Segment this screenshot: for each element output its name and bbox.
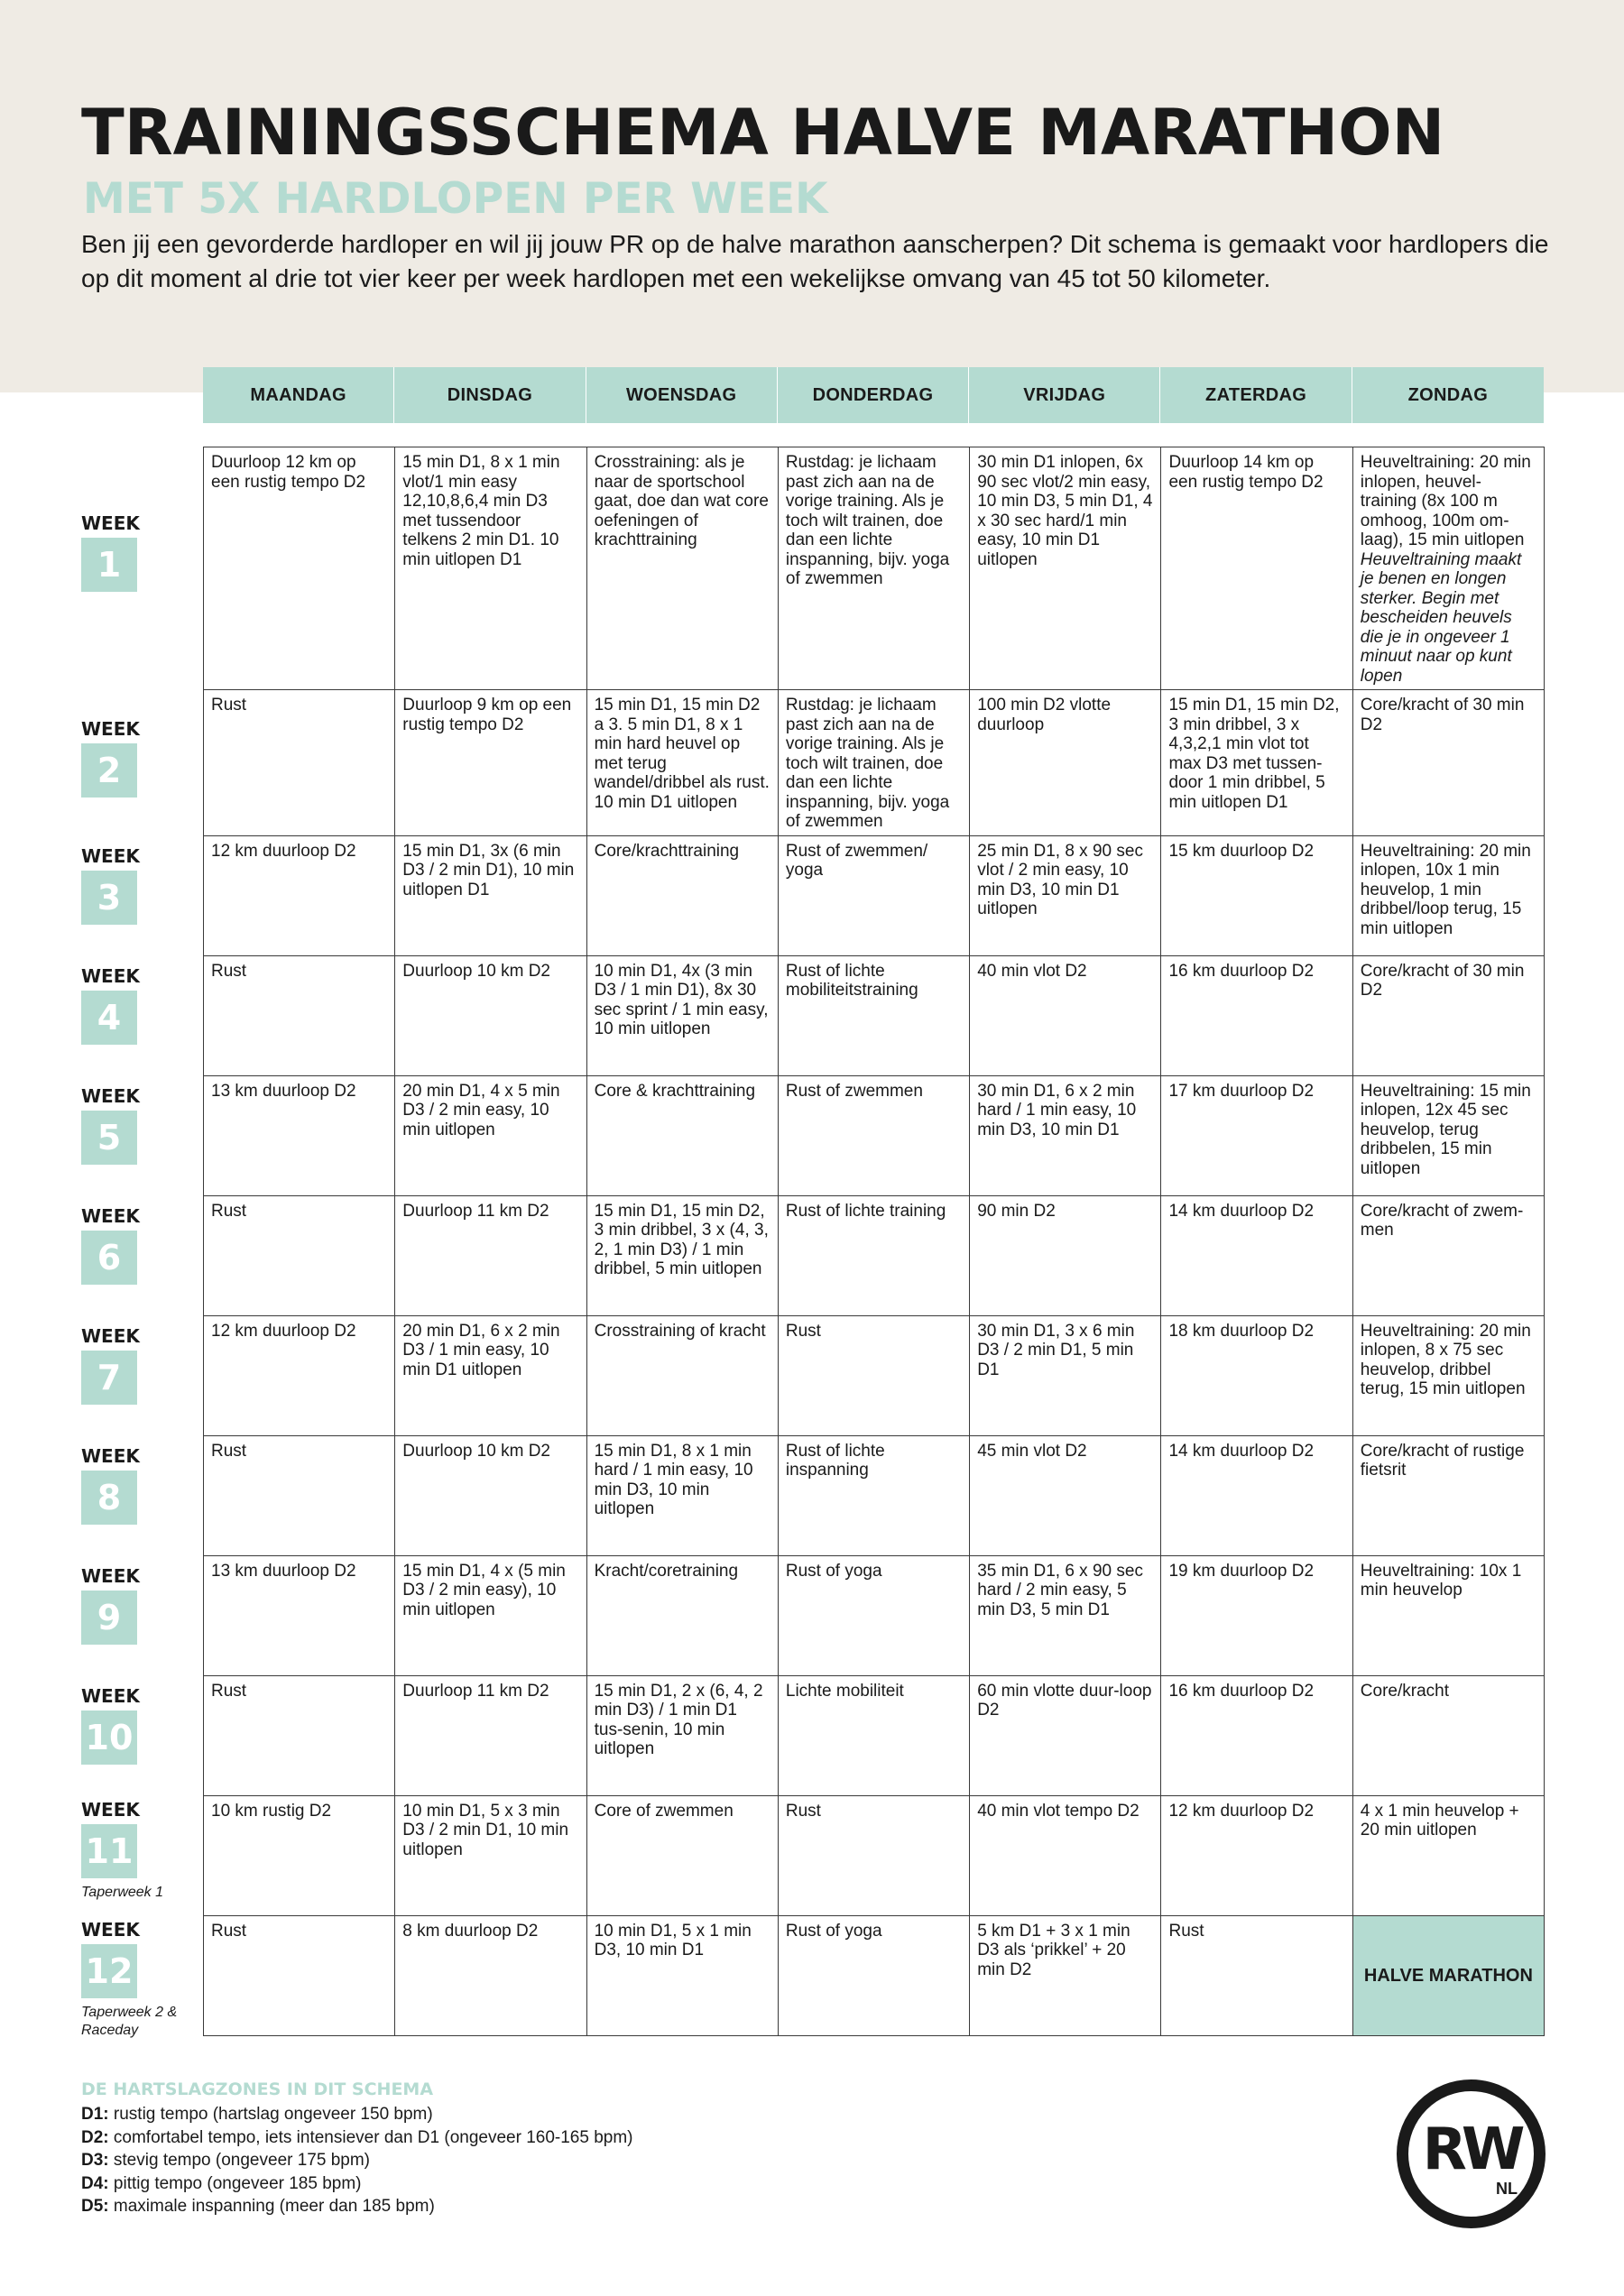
week-row-2 [204, 690, 1545, 836]
cell-week8-dinsdag: Duurloop 10 km D2 [395, 1435, 586, 1555]
week-label-8 [81, 1447, 149, 1525]
week-number-badge: 1 [81, 538, 137, 592]
cell-week12-zaterdag: Rust [1161, 1915, 1352, 2035]
week-row-9 [204, 1555, 1545, 1675]
cell-week8-zondag: Core/kracht of rustige fietsrit [1352, 1435, 1544, 1555]
cell-week5-zondag: Heuveltraining: 15 min inlopen, 12x 45 sec heuvelop, terug dribbelen, 15 min uitlopen [1352, 1075, 1544, 1195]
cell-week4-dinsdag: Duurloop 10 km D2 [395, 955, 586, 1075]
cell-week3-zaterdag: 15 km duurloop D2 [1161, 835, 1352, 955]
cell-week2-vrijdag: 100 min D2 vlotte duurloop [970, 690, 1161, 836]
week-row-5 [204, 1075, 1545, 1195]
cell-week5-donderdag: Rust of zwemmen [778, 1075, 969, 1195]
cell-week9-zondag: Heuveltraining: 10x 1 min heuvelop [1352, 1555, 1544, 1675]
week-number-badge: 4 [81, 991, 137, 1045]
zone-code: D2: [81, 2127, 109, 2147]
cell-week12-woensdag: 10 min D1, 5 x 1 min D3, 10 min D1 [586, 1915, 778, 2035]
cell-week11-dinsdag: 10 min D1, 5 x 3 min D3 / 2 min D1, 10 min uitlopen [395, 1795, 586, 1915]
cell-week3-dinsdag: 15 min D1, 3x (6 min D3 / 2 min D1), 10 min uitlopen D1 [395, 835, 586, 955]
week-word: WEEK [81, 1685, 140, 1707]
week-row-11 [204, 1795, 1545, 1915]
taper-label: Taperweek 1 [81, 1885, 164, 1900]
cell-week3-donderdag: Rust of zwemmen/ yoga [778, 835, 969, 955]
cell-week2-zaterdag: 15 min D1, 15 min D2, 3 min dribbel, 3 x 4,3,2,1 min vlot tot max D3 met tussen-door 1 min dribbel, 5 min uitlopen D1 [1161, 690, 1352, 836]
cell-week4-woensdag: 10 min D1, 4x (3 min D3 / 1 min D1), 8x 30 sec sprint / 1 min easy, 10 min uitlopen [586, 955, 778, 1075]
week-word: WEEK [81, 1565, 140, 1587]
cell-week9-dinsdag: 15 min D1, 4 x (5 min D3 / 2 min easy), 10 min uitlopen [395, 1555, 586, 1675]
week-label-9 [81, 1567, 149, 1645]
cell-week11-donderdag: Rust [778, 1795, 969, 1915]
cell-week3-vrijdag: 25 min D1, 8 x 90 sec vlot / 2 min easy, 10 min D3, 10 min D1 uitlopen [970, 835, 1161, 955]
cell-week2-donderdag: Rustdag: je lichaam past zich aan na de vorige training. Als je toch wilt trainen, doe dan een lichte inspanning, bijv. yoga of zwemmen [778, 690, 969, 836]
cell-week6-zondag: Core/kracht of zwem-men [1352, 1195, 1544, 1315]
week-word: WEEK [81, 845, 140, 867]
cell-week11-maandag: 10 km rustig D2 [204, 1795, 395, 1915]
week-number-badge: 3 [81, 871, 137, 925]
cell-week12-maandag: Rust [204, 1915, 395, 2035]
cell-week7-woensdag: Crosstraining of kracht [586, 1315, 778, 1435]
day-header-donderdag: DONDERDAG [778, 367, 969, 423]
cell-week7-donderdag: Rust [778, 1315, 969, 1435]
week-number-badge: 9 [81, 1591, 137, 1645]
cell-week8-donderdag: Rust of lichte inspanning [778, 1435, 969, 1555]
week-label-3 [81, 847, 149, 925]
week-label-7 [81, 1327, 149, 1405]
cell-week12-dinsdag: 8 km duurloop D2 [395, 1915, 586, 2035]
zone-item [81, 2195, 633, 2218]
cell-week1-zondag: Heuveltraining: 20 min inlopen, heuvel-training (8x 100 m omhoog, 100m om-laag), 15 min uitlopen Heuveltraining maakt je benen en longen sterker. Begin met bescheiden heuvels die je in ongeveer 1 minuut naar op kunt lopen [1352, 447, 1544, 690]
week-label-4 [81, 967, 149, 1045]
zone-text: comfortabel tempo, iets intensiever dan D1 (ongeveer 160-165 bpm) [108, 2127, 633, 2147]
cell-week7-maandag: 12 km duurloop D2 [204, 1315, 395, 1435]
page-title: TRAININGSSCHEMA HALVE MARATHON [81, 96, 1445, 170]
cell-week4-vrijdag: 40 min vlot D2 [970, 955, 1161, 1075]
cell-week8-woensdag: 15 min D1, 8 x 1 min hard / 1 min easy, 10 min D3, 10 min uitlopen [586, 1435, 778, 1555]
cell-week7-zaterdag: 18 km duurloop D2 [1161, 1315, 1352, 1435]
week-word: WEEK [81, 1085, 140, 1107]
cell-week10-maandag: Rust [204, 1675, 395, 1795]
cell-week9-vrijdag: 35 min D1, 6 x 90 sec hard / 2 min easy, 5 min D3, 5 min D1 [970, 1555, 1161, 1675]
day-header-zondag: ZONDAG [1407, 384, 1489, 405]
day-header-vrijdag: VRIJDAG [969, 367, 1160, 423]
week-number-badge: 12 [81, 1944, 137, 1998]
cell-week12-vrijdag: 5 km D1 + 3 x 1 min D3 als ‘prikkel’ + 20 min D2 [970, 1915, 1161, 2035]
week-row-1 [204, 447, 1545, 690]
zones-list [81, 2103, 633, 2218]
cell-week1-dinsdag: 15 min D1, 8 x 1 min vlot/1 min easy 12,10,8,6,4 min D3 met tussendoor telkens 2 min D1. 10 min uitlopen D1 [395, 447, 586, 690]
cell-week10-donderdag: Lichte mobiliteit [778, 1675, 969, 1795]
cell-week5-vrijdag: 30 min D1, 6 x 2 min hard / 1 min easy, 10 min D3, 10 min D1 [970, 1075, 1161, 1195]
cell-week8-maandag: Rust [204, 1435, 395, 1555]
cell-week8-vrijdag: 45 min vlot D2 [970, 1435, 1161, 1555]
week-word: WEEK [81, 512, 140, 534]
cell-week3-maandag: 12 km duurloop D2 [204, 835, 395, 955]
zone-item [81, 2103, 633, 2126]
cell-week3-zondag: Heuveltraining: 20 min inlopen, 10x 1 min heuvelop, 1 min dribbel/loop terug, 15 min uitlopen [1352, 835, 1544, 955]
cell-week10-woensdag: 15 min D1, 2 x (6, 4, 2 min D3) / 1 min D1 tus-senin, 10 min uitlopen [586, 1675, 778, 1795]
cell-week7-dinsdag: 20 min D1, 6 x 2 min D3 / 1 min easy, 10 min D1 uitlopen [395, 1315, 586, 1435]
cell-week8-zaterdag: 14 km duurloop D2 [1161, 1435, 1352, 1555]
week-number-badge: 5 [81, 1111, 137, 1165]
week-label-2 [81, 720, 149, 798]
cell-week4-maandag: Rust [204, 955, 395, 1075]
cell-week6-donderdag: Rust of lichte training [778, 1195, 969, 1315]
week-word: WEEK [81, 1919, 140, 1941]
cell-week2-maandag: Rust [204, 690, 395, 836]
cell-week9-maandag: 13 km duurloop D2 [204, 1555, 395, 1675]
week-number-badge: 7 [81, 1351, 137, 1405]
day-header-woensdag: WOENSDAG [586, 367, 778, 423]
page-subtitle: MET 5X HARDLOPEN PER WEEK [83, 174, 828, 224]
zone-code: D5: [81, 2197, 109, 2216]
cell-week12-zondag: HALVE MARATHON [1352, 1915, 1544, 2035]
week-word: WEEK [81, 1445, 140, 1467]
week-number-badge: 2 [81, 743, 137, 798]
cell-week4-zaterdag: 16 km duurloop D2 [1161, 955, 1352, 1075]
week-row-8 [204, 1435, 1545, 1555]
cell-week2-woensdag: 15 min D1, 15 min D2 a 3. 5 min D1, 8 x 1 min hard heuvel op met terug wandel/dribbel als rust. 10 min D1 uitlopen [586, 690, 778, 836]
week-label-11 [81, 1799, 164, 1902]
cell-week9-donderdag: Rust of yoga [778, 1555, 969, 1675]
cell-week7-zondag: Heuveltraining: 20 min inlopen, 8 x 75 sec heuvelop, dribbel terug, 15 min uitlopen [1352, 1315, 1544, 1435]
zone-text: maximale inspanning (meer dan 185 bpm) [108, 2197, 435, 2216]
day-header-row [203, 367, 1544, 423]
week-row-10 [204, 1675, 1545, 1795]
week-word: WEEK [81, 1205, 140, 1227]
week-number-badge: 6 [81, 1231, 137, 1285]
zone-text: rustig tempo (hartslag ongeveer 150 bpm) [108, 2105, 433, 2124]
logo-nl-text: NL [1496, 2180, 1518, 2198]
week-row-3 [204, 835, 1545, 955]
week-row-7 [204, 1315, 1545, 1435]
cell-week1-zaterdag: Duurloop 14 km op een rustig tempo D2 [1161, 447, 1352, 690]
zone-item [81, 2172, 633, 2196]
cell-week11-vrijdag: 40 min vlot tempo D2 [970, 1795, 1161, 1915]
cell-week5-dinsdag: 20 min D1, 4 x 5 min D3 / 2 min easy, 10 min uitlopen [395, 1075, 586, 1195]
week-label-12 [81, 1919, 178, 2040]
cell-week6-dinsdag: Duurloop 11 km D2 [395, 1195, 586, 1315]
day-header-maandag: MAANDAG [203, 367, 394, 423]
cell-week5-zaterdag: 17 km duurloop D2 [1161, 1075, 1352, 1195]
cell-week3-woensdag: Core/krachttraining [586, 835, 778, 955]
cell-week11-zaterdag: 12 km duurloop D2 [1161, 1795, 1352, 1915]
cell-week6-zaterdag: 14 km duurloop D2 [1161, 1195, 1352, 1315]
week-label-1 [81, 514, 149, 592]
week-row-12 [204, 1915, 1545, 2035]
schedule-table [203, 447, 1545, 2036]
intro-text: Ben jij een gevorderde hardloper en wil jij jouw PR op de halve marathon aanscherpen? Dit schema is gemaakt voor hardlopers die op dit moment al drie tot vier keer per week hardlopen met een wekelijkse omvang van 45 tot 50 kilometer. [81, 230, 1549, 292]
week-number-badge: 10 [81, 1710, 137, 1765]
week-word: WEEK [81, 1325, 140, 1347]
zone-code: D4: [81, 2173, 109, 2193]
day-header-dinsdag: DINSDAG [394, 367, 586, 423]
cell-note: Heuveltraining maakt je benen en longen sterker. Begin met bescheiden heuvels die je in ongeveer 1 minuut naar op kunt lopen [1360, 549, 1522, 686]
week-label-10 [81, 1687, 149, 1765]
week-word: WEEK [81, 718, 140, 740]
cell-week9-woensdag: Kracht/coretraining [586, 1555, 778, 1675]
logo-rw-text: RW [1422, 2116, 1520, 2183]
week-number-badge: 11 [81, 1824, 137, 1878]
week-word: WEEK [81, 1799, 140, 1821]
week-row-4 [204, 955, 1545, 1075]
cell-week10-zaterdag: 16 km duurloop D2 [1161, 1675, 1352, 1795]
cell-week10-zondag: Core/kracht [1352, 1675, 1544, 1795]
day-header-zaterdag: ZATERDAG [1160, 367, 1352, 423]
cell-week1-maandag: Duurloop 12 km op een rustig tempo D2 [204, 447, 395, 690]
zone-code: D1: [81, 2105, 109, 2124]
week-number-badge: 8 [81, 1471, 137, 1525]
zones-title: DE HARTSLAGZONES IN DIT SCHEMA [81, 2079, 434, 2099]
cell-week4-zondag: Core/kracht of 30 min D2 [1352, 955, 1544, 1075]
zone-item [81, 2149, 633, 2172]
cell-week11-zondag: 4 x 1 min heuvelop + 20 min uitlopen [1352, 1795, 1544, 1915]
cell-week11-woensdag: Core of zwemmen [586, 1795, 778, 1915]
cell-week12-donderdag: Rust of yoga [778, 1915, 969, 2035]
cell-week6-vrijdag: 90 min D2 [970, 1195, 1161, 1315]
cell-week2-dinsdag: Duurloop 9 km op een rustig tempo D2 [395, 690, 586, 836]
cell-week1-donderdag: Rustdag: je lichaam past zich aan na de vorige training. Als je toch wilt trainen, doe dan een lichte inspanning, bijv. yoga of zwemmen [778, 447, 969, 690]
week-word: WEEK [81, 965, 140, 987]
cell-week9-zaterdag: 19 km duurloop D2 [1161, 1555, 1352, 1675]
runners-world-logo [1397, 2079, 1546, 2228]
cell-week5-woensdag: Core & krachttraining [586, 1075, 778, 1195]
cell-week1-woensdag: Crosstraining: als je naar de sportschool gaat, doe dan wat core oefeningen of krachttraining [586, 447, 778, 690]
zone-item [81, 2126, 633, 2150]
cell-week2-zondag: Core/kracht of 30 min D2 [1352, 690, 1544, 836]
cell-week10-vrijdag: 60 min vlotte duur-loop D2 [970, 1675, 1161, 1795]
week-row-6 [204, 1195, 1545, 1315]
cell-week5-maandag: 13 km duurloop D2 [204, 1075, 395, 1195]
week-label-5 [81, 1087, 149, 1165]
cell-week10-dinsdag: Duurloop 11 km D2 [395, 1675, 586, 1795]
week-label-6 [81, 1207, 149, 1285]
cell-week6-woensdag: 15 min D1, 15 min D2, 3 min dribbel, 3 x (4, 3, 2, 1 min D3) / 1 min dribbel, 5 min uitlopen [586, 1195, 778, 1315]
cell-week1-vrijdag: 30 min D1 inlopen, 6x 90 sec vlot/2 min easy, 10 min D3, 5 min D1, 4 x 30 sec hard/1 min easy, 10 min D1 uitlopen [970, 447, 1161, 690]
zone-text: pittig tempo (ongeveer 185 bpm) [108, 2173, 362, 2193]
zone-text: stevig tempo (ongeveer 175 bpm) [108, 2151, 371, 2170]
cell-week6-maandag: Rust [204, 1195, 395, 1315]
zone-code: D3: [81, 2151, 109, 2170]
taper-label: Taperweek 2 & Raceday [81, 2005, 178, 2038]
heart-rate-zones [81, 2079, 633, 2218]
cell-week7-vrijdag: 30 min D1, 3 x 6 min D3 / 2 min D1, 5 min D1 [970, 1315, 1161, 1435]
cell-week4-donderdag: Rust of lichte mobiliteitstraining [778, 955, 969, 1075]
